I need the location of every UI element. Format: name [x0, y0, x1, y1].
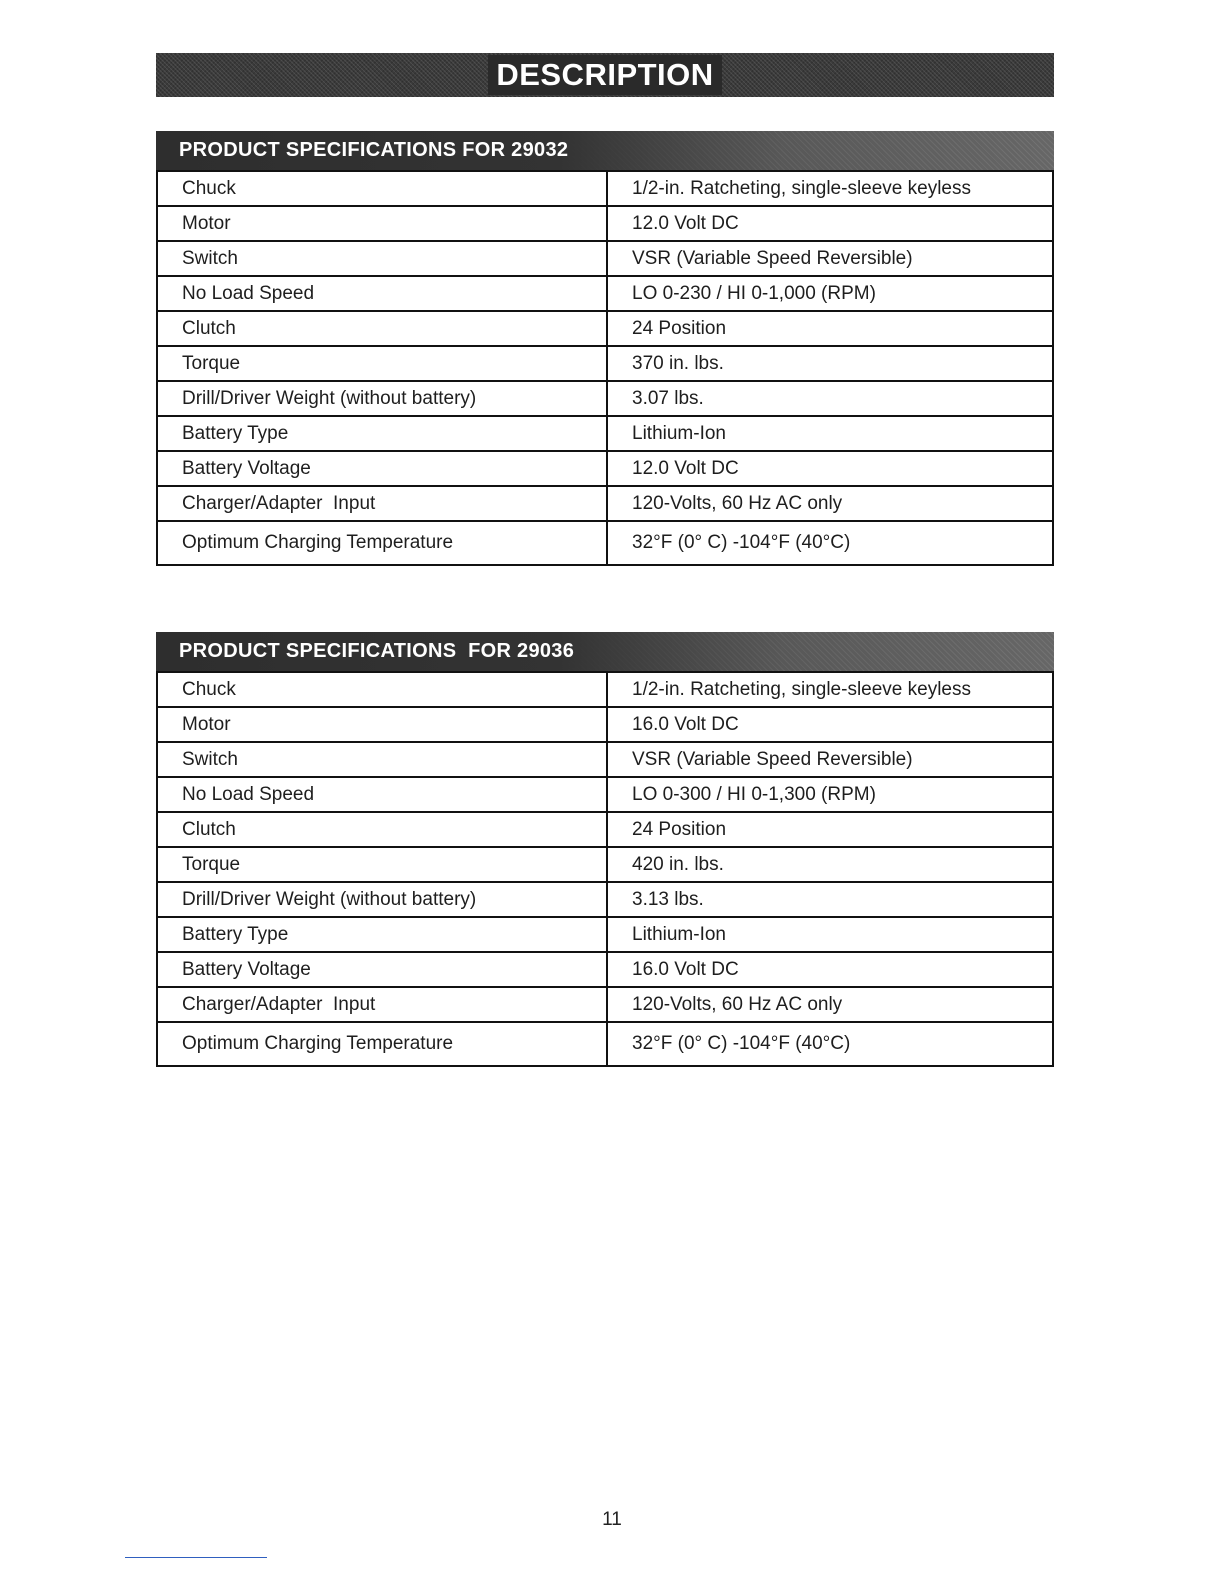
spec-label: Battery Type	[157, 416, 607, 451]
spec-label: Charger/Adapter Input	[157, 486, 607, 521]
table-row	[157, 1022, 1053, 1066]
spec-table-title: PRODUCT SPECIFICATIONS FOR 29032	[179, 139, 569, 161]
table-row	[157, 346, 1053, 381]
spec-label: Clutch	[157, 812, 607, 847]
page-number: 11	[602, 1509, 622, 1530]
table-row	[157, 707, 1053, 742]
spec-label: Chuck	[157, 171, 607, 206]
spec-label: Switch	[157, 742, 607, 777]
footer-rule	[125, 1557, 267, 1558]
spec-label: Torque	[157, 346, 607, 381]
spec-label: Motor	[157, 206, 607, 241]
table-row	[157, 812, 1053, 847]
spec-value: 12.0 Volt DC	[607, 451, 1053, 486]
spec-table-29036	[156, 632, 1054, 1067]
table-row	[157, 521, 1053, 565]
table-row	[157, 987, 1053, 1022]
table-row	[157, 847, 1053, 882]
spec-table-header	[156, 632, 1054, 671]
spec-label: Torque	[157, 847, 607, 882]
table-row	[157, 416, 1053, 451]
spec-value: 16.0 Volt DC	[607, 707, 1053, 742]
spec-label: No Load Speed	[157, 276, 607, 311]
table-row	[157, 672, 1053, 707]
spec-value: 3.13 lbs.	[607, 882, 1053, 917]
table-row	[157, 206, 1053, 241]
table-row	[157, 486, 1053, 521]
spec-label: Motor	[157, 707, 607, 742]
spec-label: Battery Voltage	[157, 952, 607, 987]
spec-value: LO 0-230 / HI 0-1,000 (RPM)	[607, 276, 1053, 311]
spec-table-header	[156, 131, 1054, 170]
spec-label: Switch	[157, 241, 607, 276]
spec-value: 32°F (0° C) -104°F (40°C)	[607, 1022, 1053, 1066]
spec-value: 420 in. lbs.	[607, 847, 1053, 882]
spec-value: VSR (Variable Speed Reversible)	[607, 241, 1053, 276]
section-banner	[156, 53, 1054, 97]
spec-value: 120-Volts, 60 Hz AC only	[607, 987, 1053, 1022]
spec-label: Drill/Driver Weight (without battery)	[157, 381, 607, 416]
spec-value: 3.07 lbs.	[607, 381, 1053, 416]
spec-table-grid	[156, 671, 1054, 1067]
spec-value: 370 in. lbs.	[607, 346, 1053, 381]
spec-value: 24 Position	[607, 812, 1053, 847]
spec-label: Clutch	[157, 311, 607, 346]
spec-label: Optimum Charging Temperature	[157, 1022, 607, 1066]
spec-label: Charger/Adapter Input	[157, 987, 607, 1022]
spec-label: Chuck	[157, 672, 607, 707]
table-row	[157, 311, 1053, 346]
spec-label: Battery Type	[157, 917, 607, 952]
spec-value: 16.0 Volt DC	[607, 952, 1053, 987]
spec-value: 32°F (0° C) -104°F (40°C)	[607, 521, 1053, 565]
spec-value: 1/2-in. Ratcheting, single-sleeve keyless	[607, 672, 1053, 707]
spec-value: 24 Position	[607, 311, 1053, 346]
page-title: DESCRIPTION	[488, 55, 721, 95]
table-row	[157, 917, 1053, 952]
spec-value: Lithium-Ion	[607, 917, 1053, 952]
spec-table-grid	[156, 170, 1054, 566]
spec-value: Lithium-Ion	[607, 416, 1053, 451]
table-row	[157, 777, 1053, 812]
table-row	[157, 882, 1053, 917]
table-row	[157, 451, 1053, 486]
spec-label: Drill/Driver Weight (without battery)	[157, 882, 607, 917]
spec-value: VSR (Variable Speed Reversible)	[607, 742, 1053, 777]
table-row	[157, 381, 1053, 416]
spec-value: 120-Volts, 60 Hz AC only	[607, 486, 1053, 521]
table-row	[157, 952, 1053, 987]
table-row	[157, 276, 1053, 311]
table-row	[157, 241, 1053, 276]
table-row	[157, 742, 1053, 777]
spec-table-title: PRODUCT SPECIFICATIONS FOR 29036	[179, 640, 575, 662]
spec-label: No Load Speed	[157, 777, 607, 812]
table-row	[157, 171, 1053, 206]
spec-label: Optimum Charging Temperature	[157, 521, 607, 565]
spec-value: 12.0 Volt DC	[607, 206, 1053, 241]
spec-value: LO 0-300 / HI 0-1,300 (RPM)	[607, 777, 1053, 812]
spec-table-29032	[156, 131, 1054, 566]
spec-value: 1/2-in. Ratcheting, single-sleeve keyless	[607, 171, 1053, 206]
spec-label: Battery Voltage	[157, 451, 607, 486]
